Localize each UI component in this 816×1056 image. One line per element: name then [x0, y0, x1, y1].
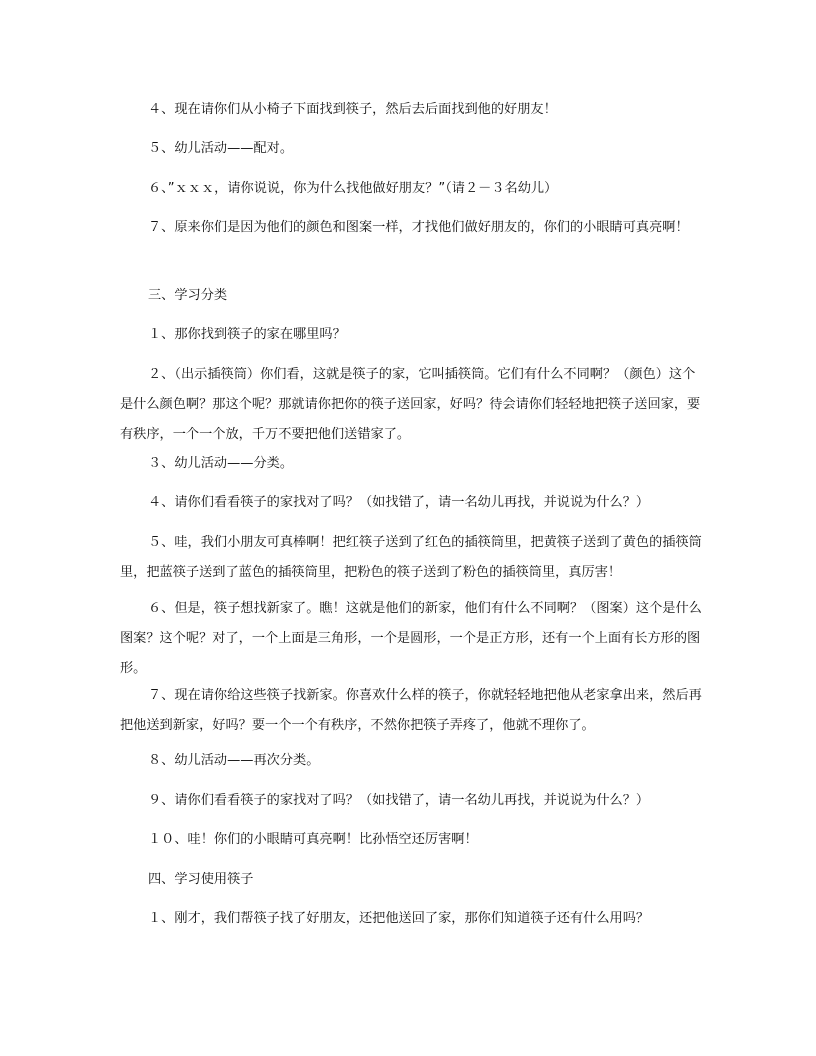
section-heading-classification: 三、学习分类 — [148, 288, 228, 303]
paragraph-step-5-pairing-activity: ５、幼儿活动——配对。 — [148, 141, 294, 156]
paragraph-classify-8: ８、幼儿活动——再次分类。 — [148, 753, 320, 768]
paragraph-classify-9: ９、请你们看看筷子的家找对了吗？（如找错了，请一名幼儿再找，并说说为什么？） — [148, 793, 650, 808]
paragraph-step-4-find-chopsticks: ４、现在请你们从小椅子下面找到筷子，然后去后面找到他的好朋友！ — [148, 102, 557, 117]
paragraph-classify-4: ４、请你们看看筷子的家找对了吗？（如找错了，请一名幼儿再找，并说说为什么？） — [148, 495, 650, 510]
paragraph-classify-5: ５、哇，我们小朋友可真棒啊！把红筷子送到了红色的插筷筒里，把黄筷子送到了黄色的插筷筒里，把蓝筷子送到了蓝色的插筷筒里，把粉色的筷子送到了粉色的插筷筒里，真厉害！ — [120, 535, 702, 580]
paragraph-classify-1: １、那你找到筷子的家在哪里吗？ — [148, 327, 346, 342]
paragraph-step-7-conclusion: ７、原来你们是因为他们的颜色和图案一样，才找他们做好朋友的，你们的小眼睛可真亮啊！ — [148, 220, 689, 235]
paragraph-classify-2: ２、（出示插筷筒）你们看，这就是筷子的家，它叫插筷筒。它们有什么不同啊？（颜色）这个是什么颜色啊？那这个呢？那就请你把你的筷子送回家，好吗？待会请你们轻轻地把筷子送回家，要有秩序，一个一个放，千万不要把他们送错家了。 — [120, 367, 701, 442]
paragraph-classify-6: ６、但是，筷子想找新家了。瞧！这就是他们的新家，他们有什么不同啊？（图案）这个是什么图案？这个呢？对了，一个上面是三角形，一个是圆形，一个是正方形，还有一个上面有长方形的图形。 — [120, 601, 702, 676]
paragraph-classify-10: １０、哇！你们的小眼睛可真亮啊！比孙悟空还厉害啊！ — [148, 832, 478, 847]
paragraph-using-1: １、刚才，我们帮筷子找了好朋友，还把他送回了家，那你们知道筷子还有什么用吗？ — [148, 911, 650, 926]
paragraph-classify-7: ７、现在请你给这些筷子找新家。你喜欢什么样的筷子，你就轻轻地把他从老家拿出来，然后再把他送到新家，好吗？要一个一个有秩序，不然你把筷子弄疼了，他就不理你了。 — [120, 688, 702, 733]
section-heading-using-chopsticks: 四、学习使用筷子 — [148, 872, 254, 887]
paragraph-classify-3: ３、幼儿活动——分类。 — [148, 456, 294, 471]
paragraph-step-6-ask-why: ６、”ｘｘｘ，请你说说，你为什么找他做好朋友？”（请２－３名幼儿） — [148, 181, 558, 196]
